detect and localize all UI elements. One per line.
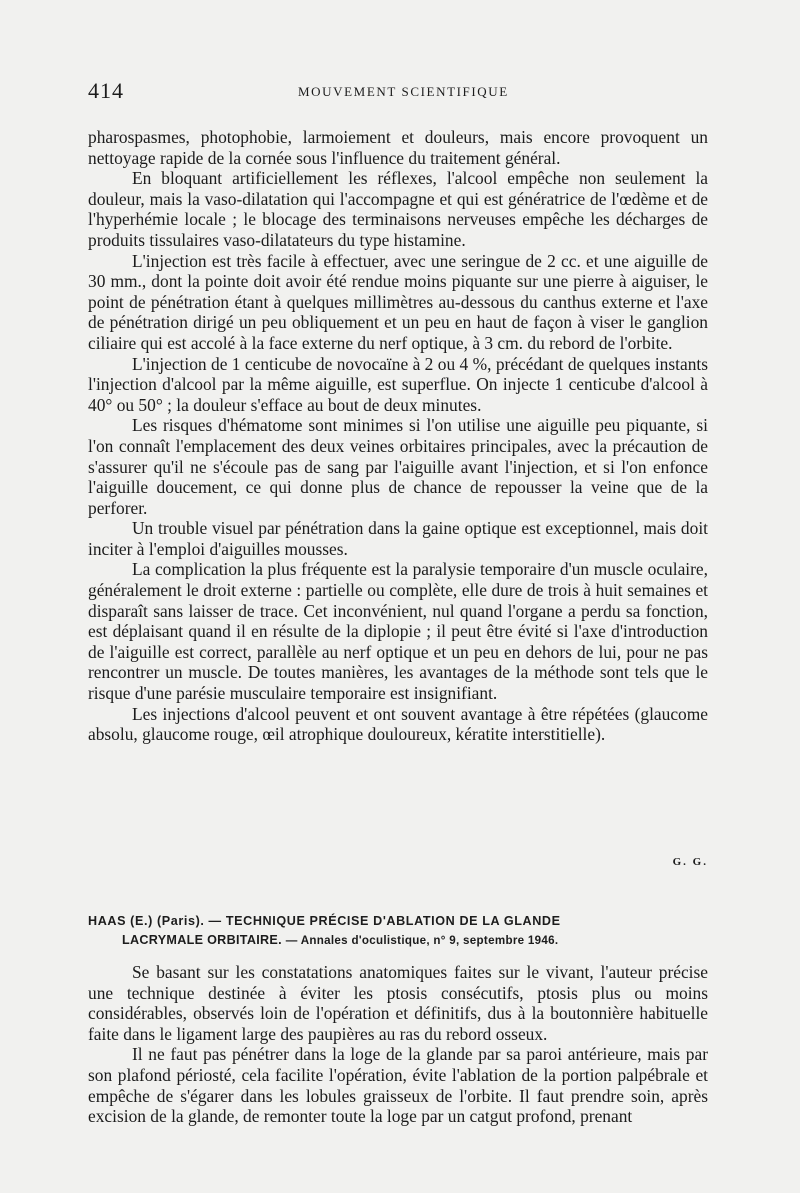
paragraph: L'injection de 1 centicube de novocaïne à 2 ou 4 %, précédant de quelques instants l'injection d'alcool par la même aiguille, est superflue. On injecte 1 centicube d'alcool à 40° ou 50° ; la douleur s'efface au bout de deux minutes. [88, 353, 708, 415]
reference-title-part-2: LACRYMALE ORBITAIRE. [122, 933, 282, 947]
page-number: 414 [88, 78, 124, 103]
reference-line-1 [88, 912, 708, 931]
reference-authors: HAAS (E.) (Paris). — [88, 914, 222, 928]
paragraph: Un trouble visuel par pénétration dans la gaine optique est exceptionnel, mais doit inciter à l'emploi d'aiguilles mousses. [88, 518, 708, 559]
paragraph: Il ne faut pas pénétrer dans la loge de la glande par sa paroi antérieure, mais par son plafond périosté, cela facilite l'opération, évite l'ablation de la portion palpébrale et empêche de s'égarer dans les lobules graisseux de l'orbite. Il faut prendre soin, après excision de la glande, de remonter toute la loge par un catgut profond, prenant [88, 1044, 708, 1127]
paragraph: Les risques d'hématome sont minimes si l'on utilise une aiguille peu piquante, si l'on connaît l'emplacement des deux veines orbitaires principales, avec la précaution de s'assurer qu'il ne s'écoule pas de sang par l'aiguille avant l'injection, et si l'on enfonce l'aiguille doucement, ce qui donne plus de chance de repousser la veine que de la perforer. [88, 415, 708, 518]
paragraph: Les injections d'alcool peuvent et ont souvent avantage à être répétées (glaucome absolu, glaucome rouge, œil atrophique douloureux, kératite interstitielle). [88, 703, 708, 745]
author-initials: G. G. [672, 856, 708, 868]
article-body [88, 127, 708, 745]
reference-journal: — Annales d'oculistique, n° 9, septembre 1946. [285, 934, 559, 947]
reference-line-2 [88, 931, 708, 950]
paragraph: L'injection est très facile à effectuer, avec une seringue de 2 cc. et une aiguille de 30 mm., dont la pointe doit avoir été rendue moins piquante sur une pierre à aiguiser, le point de pénétration étant à quelques millimètres au-dessous du canthus externe et l'axe de pénétration dirigé un peu obliquement et un peu en haut de façon à viser le ganglion ciliaire qui est accolé à la face externe du nerf optique, à 3 cm. du rebord de l'orbite. [88, 250, 708, 353]
bibliographic-reference [88, 912, 708, 950]
running-head: MOUVEMENT SCIENTIFIQUE [298, 84, 509, 99]
reference-title-part-1: TECHNIQUE PRÉCISE D'ABLATION DE LA GLANDE [225, 914, 561, 928]
paragraph: La complication la plus fréquente est la paralysie temporaire d'un muscle oculaire, généralement le droit externe : partielle ou complète, elle dure de trois à huit semaines et disparaît sans laisser de trace. Cet inconvénient, nul quand l'organe a perdu sa fonction, est déplaisant quand il en résulte de la diplopie ; il peut être évité si l'axe d'introduction de l'aiguille est correct, parallèle au nerf optique et un peu en dehors de lui, pour ne pas rencontrer un muscle. De toutes manières, les avantages de la méthode sont tels que le risque d'une parésie musculaire temporaire est insignifiant. [88, 559, 708, 704]
abstract-body [88, 962, 708, 1127]
paragraph: En bloquant artificiellement les réflexes, l'alcool empêche non seulement la douleur, mais la vaso-dilatation qui l'accompagne et qui est génératrice de l'œdème et de l'hyperhémie locale ; le blocage des terminaisons nerveuses empêche les décharges de produits tissulaires vaso-dilatateurs du type histamine. [88, 168, 708, 250]
paragraph: Se basant sur les constatations anatomiques faites sur le vivant, l'auteur précise une technique destinée à éviter les ptosis consécutifs, ptosis plus ou moins considérables, observés loin de l'opération et définitifs, dus à la boutonnière habituelle faite dans le ligament large des paupières au ras du rebord osseux. [88, 962, 708, 1044]
paragraph: pharospasmes, photophobie, larmoiement et douleurs, mais encore provoquent un nettoyage rapide de la cornée sous l'influence du traitement général. [88, 127, 708, 168]
page-header [88, 78, 708, 108]
